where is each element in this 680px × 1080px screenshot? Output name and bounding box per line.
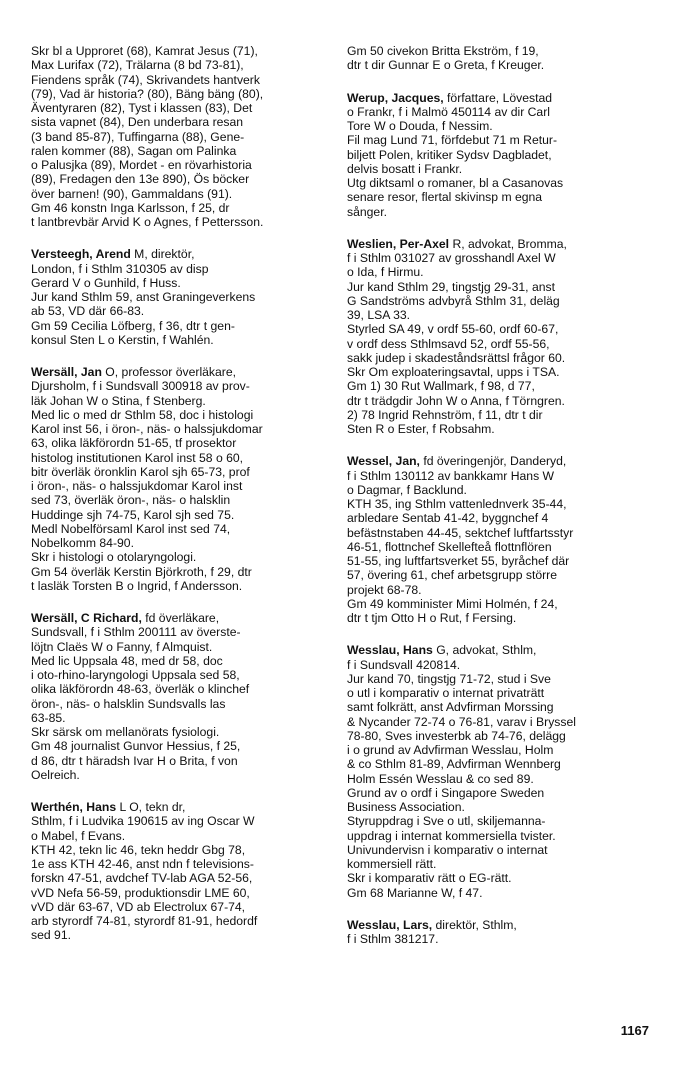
entry-text-line: Huddinge sjh 74-75, Karol sjh sed 75. (31, 507, 235, 522)
biography-entry (31, 611, 335, 782)
entry-title: författare, Lövestad (443, 90, 553, 105)
entry-title: R, advokat, Bromma, (449, 236, 567, 251)
entry-text-line: olika läkförordn 48-63, överläk o klinchef (31, 682, 250, 697)
person-name: Versteegh, Arend (31, 247, 131, 262)
person-name: Werup, Jacques, (347, 90, 444, 105)
entry-text-line: Med lic o med dr Sthlm 58, doc i histologi (31, 407, 254, 422)
entry-text-line: sånger. (347, 204, 387, 219)
entry-text-line: Sten R o Ester, f Robsahm. (347, 422, 495, 436)
biography-entry (31, 247, 335, 347)
entry-heading-line (347, 918, 651, 932)
entry-title: G, advokat, Sthlm, (432, 643, 537, 658)
entry-text-line: Medl Nobelförsaml Karol inst sed 74, (31, 521, 231, 536)
person-name: Werthén, Hans (31, 800, 117, 814)
entry-text-line: löjtn Claës W o Fanny, f Almquist. (31, 639, 213, 654)
entry-text-line: f i Sthlm 031027 av grosshandl Axel W (347, 251, 556, 265)
entry-title: L O, tekn dr, (116, 800, 186, 814)
entry-text-line: (79), Vad är historia? (80), Bäng bäng (80), (31, 86, 264, 101)
entry-text-line: f i Sthlm 381217. (347, 932, 439, 946)
entry-text-line: Skr i komparativ rätt o EG-rätt. (347, 871, 512, 886)
entry-text-line: vVD där 63-67, VD ab Electrolux 67-74, (31, 899, 246, 914)
entry-text-line: Nobelkomm 84-90. (31, 536, 134, 550)
entry-text-line: histolog institutionen Karol inst 58 o 60, (31, 450, 244, 465)
entry-text-line: 46-51, flottnchef Skellefteå flottnflören (347, 539, 552, 554)
entry-title: M, direktör, (130, 247, 195, 262)
person-name: Wesslau, Hans (347, 643, 433, 658)
entry-text-line: Styruppdrag i Sve o utl, skiljemanna- (347, 814, 546, 829)
entry-heading-line (31, 365, 335, 379)
right-column (347, 44, 651, 964)
entry-text-line: projekt 68-78. (347, 582, 422, 597)
entry-text-line: Business Association. (347, 800, 465, 814)
biography-entry (347, 918, 651, 947)
person-name: Wersäll, C Richard, (31, 611, 142, 625)
entry-text-line: ab 53, VD där 66-83. (31, 304, 145, 319)
entry-text-line: 2) 78 Ingrid Rehnström, f 11, dtr t dir (347, 407, 543, 422)
biography-entry (347, 237, 651, 437)
person-name: Weslien, Per-Axel (347, 236, 450, 251)
entry-heading-line (31, 611, 335, 625)
entry-text-line: 51-55, ing luftfartsverket 55, byråchef där (347, 554, 570, 568)
entry-text-line: Äventyraren (82), Tyst i klassen (83), Det (31, 101, 253, 115)
entry-text-line: t lasläk Torsten B o Ingrid, f Andersson. (31, 578, 243, 593)
entry-text-line: o Ida, f Hirmu. (347, 265, 424, 280)
entry-text-line: Holm Essén Wesslau & co sed 89. (347, 771, 534, 786)
entry-text-line: Jur kand Sthlm 29, tingstjg 29-31, anst (347, 279, 555, 294)
entry-text-line: Utg diktsaml o romaner, bl a Casanovas (347, 176, 564, 190)
entry-text-line: Gm 49 komminister Mimi Holmén, f 24, (347, 596, 558, 611)
entry-text-line: Fiendens språk (74), Skrivandets hantverk (31, 72, 260, 87)
entry-text-line: v ordf dess Sthlmsavd 52, ordf 55-56, (347, 336, 550, 351)
entry-text-line: Gerard V o Gunhild, f Huss. (31, 275, 181, 290)
entry-text-line: 78-80, Sves investerbk ab 74-76, delägg (347, 728, 566, 743)
entry-text-line: KTH 35, ing Sthlm vattenlednverk 35-44, (347, 497, 567, 511)
entry-heading-line (347, 91, 651, 105)
entry-text-line: över barnen! (90), Gammaldans (91). (31, 186, 233, 201)
entry-text-line: sed 73, överläk öron-, näs- o halsklin (31, 493, 231, 508)
entry-heading-line (347, 237, 651, 251)
entry-text-line: vVD Nefa 56-59, produktionsdir LME 60, (31, 885, 250, 900)
biography-entry (31, 365, 335, 593)
left-column (31, 44, 335, 961)
entry-text-line: Gm 1) 30 Rut Wallmark, f 98, d 77, (347, 379, 535, 394)
entry-text-line: (89), Fredagen den 13e 890), Ös böcker (31, 172, 250, 187)
entry-text-line: Tore W o Douda, f Nessim. (347, 119, 493, 133)
entry-text-line: sakk judep i skadeståndsrättsl frågor 60. (347, 350, 566, 365)
entry-heading-line (31, 800, 335, 814)
entry-text-line: Karol inst 56, i öron-, näs- o halssjukdomar (31, 422, 263, 436)
entry-text-line: Sundsvall, f i Sthlm 200111 av överste- (31, 625, 241, 640)
entry-text-line: sista vapnet (84), Den underbara resan (31, 115, 244, 130)
entry-text-line: i öron-, näs- o halssjukdomar Karol inst (31, 479, 243, 493)
entry-text-line: 57, övering 61, chef arbetsgrupp större (347, 568, 558, 583)
entry-heading-line (31, 247, 335, 261)
entry-text-line: (3 band 85-87), Tuffingarna (88), Gene- (31, 129, 245, 144)
entry-text-line: o Frankr, f i Malmö 450114 av dir Carl (347, 104, 550, 119)
entry-text-line: dtr t dir Gunnar E o Greta, f Kreuger. (347, 58, 545, 73)
entry-text-line: biljett Polen, kritiker Sydsv Dagbladet, (347, 147, 552, 162)
entry-text-line: Gm 48 journalist Gunvor Hessius, f 25, (31, 739, 241, 754)
entry-text-line: forskn 47-51, avdchef TV-lab AGA 52-56, (31, 871, 253, 886)
entry-text-line: d 86, dtr t häradsh Ivar H o Brita, f von (31, 753, 238, 768)
entry-text-line: Grund av o ordf i Singapore Sweden (347, 785, 545, 800)
entry-text-line: London, f i Sthlm 310305 av disp (31, 261, 209, 276)
entry-text-line: i oto-rhino-laryngologi Uppsala sed 58, (31, 668, 240, 682)
entry-text-line: 1e ass KTH 42-46, anst ndn f televisions- (31, 857, 254, 871)
entry-text-line: Gm 68 Marianne W, f 47. (347, 885, 483, 900)
entry-text-line: Med lic Uppsala 48, med dr 58, doc (31, 653, 223, 668)
entry-title: O, professor överläkare, (101, 365, 237, 379)
page-number: 1167 (620, 1023, 649, 1038)
entry-text-line: 63-85. (31, 710, 66, 725)
entry-text-line: Skr i histologi o otolaryngologi. (31, 550, 197, 565)
entry-text-line: uppdrag i internat kommersiella tvister. (347, 828, 556, 843)
entry-text-line: Oelreich. (31, 767, 80, 782)
entry-title: direktör, Sthlm, (432, 917, 517, 932)
entry-text-line: senare resor, flertal skivinsp m egna (347, 190, 543, 205)
entry-text-line: o Palusjka (89), Mordet - en rövarhistoria (31, 158, 252, 172)
biography-entry (347, 91, 651, 219)
entry-text-line: Gm 46 konstn Inga Karlsson, f 25, dr (31, 200, 230, 215)
entry-text-line: Jur kand 70, tingstjg 71-72, stud i Sve (347, 671, 551, 686)
entry-text-line: t lantbrevbär Arvid K o Agnes, f Pettersson. (31, 215, 264, 229)
entry-text-line: i o grund av Advfirman Wesslau, Holm (347, 743, 554, 757)
entry-text-line: kommersiell rätt. (347, 857, 437, 871)
entry-text-line: sed 91. (31, 928, 71, 943)
entry-text-line: konsul Sten L o Kerstin, f Wahlén. (31, 332, 214, 347)
entry-text-line: Max Lurifax (72), Trälarna (8 bd 73-81), (31, 58, 244, 73)
entry-text-line: läk Johan W o Stina, f Stenberg. (31, 393, 206, 408)
entry-text-line: arb styrordf 74-81, styrordf 81-91, hedordf (31, 914, 258, 928)
entry-text-line: Fil mag Lund 71, förfdebut 71 m Retur- (347, 133, 558, 148)
entry-text-line: Gm 54 överläk Kerstin Björkroth, f 29, dtr (31, 564, 252, 579)
entry-text-line: Skr bl a Upproret (68), Kamrat Jesus (71), (31, 44, 258, 58)
entry-text-line: Jur kand Sthlm 59, anst Graningeverkens (31, 290, 256, 304)
biography-entry (31, 800, 335, 943)
entry-text-line: samt folkrätt, anst Advfirman Morssing (347, 700, 554, 715)
entry-text-line: dtr t tjm Otto H o Rut, f Fersing. (347, 611, 517, 625)
entry-title: fd överingenjör, Danderyd, (419, 454, 567, 469)
entry-text-line: Djursholm, f i Sundsvall 300918 av prov- (31, 379, 250, 394)
entry-text-line: & Nycander 72-74 o 76-81, varav i Bryssel (347, 714, 576, 729)
entry-text-line: & co Sthlm 81-89, Advfirman Wennberg (347, 757, 561, 772)
entry-continuation (31, 44, 335, 229)
entry-text-line: delvis bosatt i Frankr. (347, 161, 463, 176)
entry-text-line: Univundervisn i komparativ o internat (347, 842, 548, 857)
entry-text-line: Styrled SA 49, v ordf 55-60, ordf 60-67, (347, 322, 559, 337)
biography-entry (347, 454, 651, 625)
entry-text-line: bitr överläk öronklin Karol sjh 65-73, prof (31, 464, 250, 479)
entry-text-line: Gm 50 civekon Britta Ekström, f 19, (347, 44, 539, 58)
entry-text-line: KTH 42, tekn lic 46, tekn heddr Gbg 78, (31, 842, 246, 857)
entry-text-line: o Mabel, f Evans. (31, 828, 126, 843)
person-name: Wessel, Jan, (347, 454, 420, 469)
entry-title: fd överläkare, (141, 611, 220, 625)
entry-text-line: ralen kommer (88), Sagan om Palinka (31, 143, 237, 158)
entry-text-line: G Sandströms advbyrå Sthlm 31, deläg (347, 293, 560, 308)
entry-text-line: o Dagmar, f Backlund. (347, 482, 467, 497)
entry-heading-line (347, 643, 651, 657)
entry-text-line: 63, olika läkförordn 51-65, tf prosektor (31, 436, 237, 451)
entry-text-line: Skr Om exploateringsavtal, upps i TSA. (347, 365, 560, 379)
entry-text-line: 39, LSA 33. (347, 308, 411, 322)
entry-text-line: f i Sundsvall 420814. (347, 657, 461, 672)
entry-text-line: Gm 59 Cecilia Löfberg, f 36, dtr t gen- (31, 318, 235, 333)
entry-continuation (347, 44, 651, 73)
entry-text-line: öron-, näs- o halsklin Sundsvalls las (31, 696, 226, 711)
person-name: Wersäll, Jan (31, 365, 102, 379)
entry-text-line: Skr särsk om mellanörats fysiologi. (31, 725, 220, 739)
biography-entry (347, 643, 651, 900)
entry-text-line: arbledare Sentab 41-42, byggnchef 4 (347, 511, 549, 526)
entry-text-line: f i Sthlm 130112 av bankkamr Hans W (347, 468, 555, 483)
entry-text-line: Sthlm, f i Ludvika 190615 av ing Oscar W (31, 814, 255, 829)
entry-text-line: o utl i komparativ o internat privaträtt (347, 686, 545, 700)
entry-text-line: befästnstaben 44-45, sektchef luftfartsstyr (347, 525, 574, 540)
entry-text-line: dtr t trädgdir John W o Anna, f Törngren. (347, 393, 565, 408)
entry-heading-line (347, 454, 651, 468)
person-name: Wesslau, Lars, (347, 917, 433, 932)
